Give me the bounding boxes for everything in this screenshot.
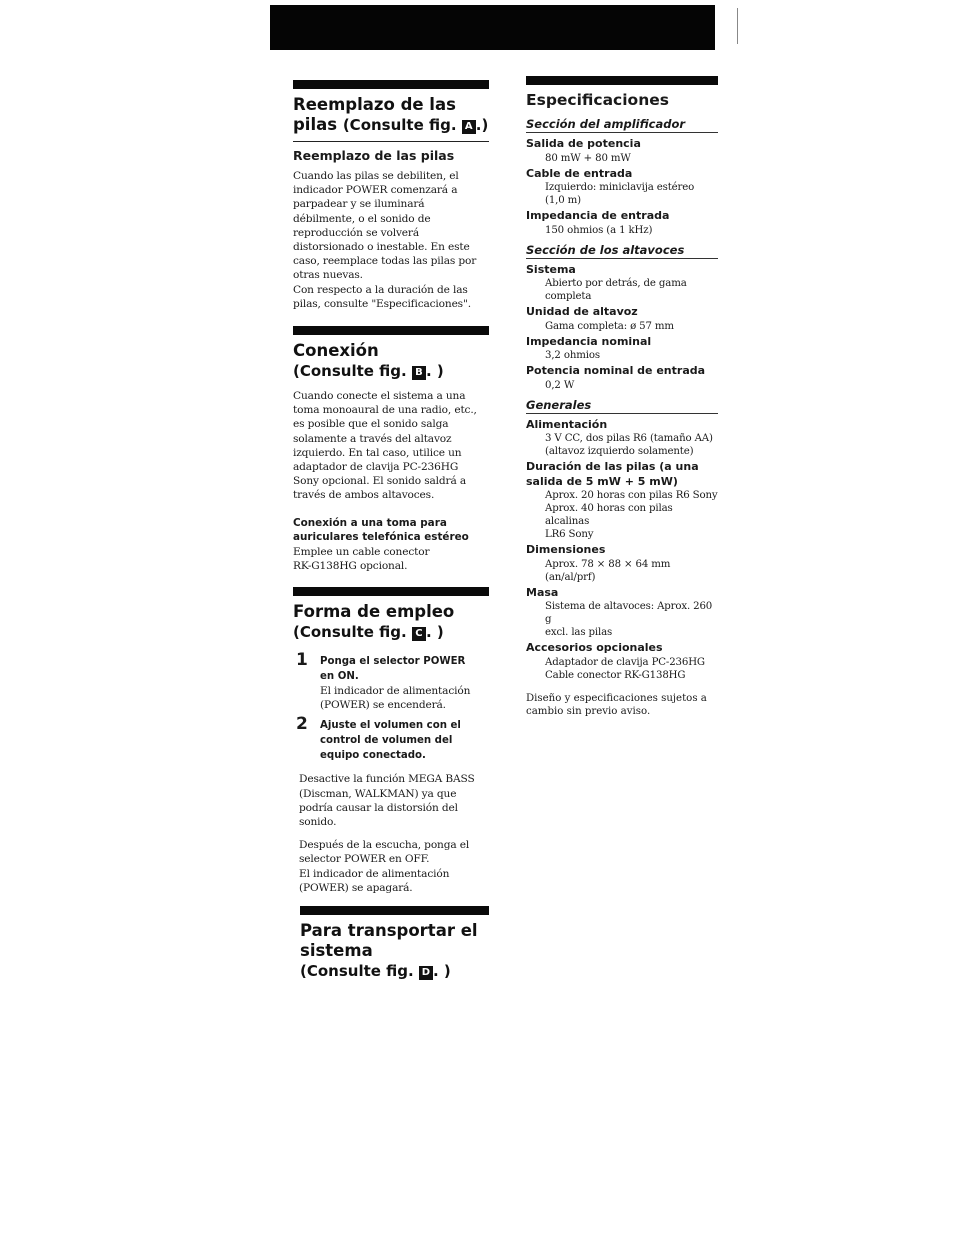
section-bar: [300, 906, 489, 915]
fig-d-icon: D: [419, 966, 433, 980]
disclaimer-note: Diseño y especificaciones sujetos a cambio sin previo aviso.: [526, 692, 707, 717]
specifications-column: Especificaciones Sección del amplificador Salida de potencia 80 mW + 80 mW Cable de entrada Izquierdo: miniclavija estéreo (1,0 m) Impedancia de entrada 150 ohmios (a 1 kHz) Sección de los altavoces Sistema Abierto por detrás, de gama completa Unidad de altavoz Gama completa: ø 57 mm Impedancia nominal 3,2 ohmios Potencia nominal de entrada 0,2 W Generales Alimentación 3 V CC, dos pilas R6 (tamaño AA) (altavoz izquierdo solamente) Duración de las pilas (a una salida de 5 mW + 5 mW) Aprox. 20 horas con pilas R6 Sony Aprox. 40 horas con pilas alcalinas LR6 Sony Dimensiones Aprox. 78 × 88 × 64 mm (an/al/prf) Masa Sistema de altavoces: Aprox. 260 g excl. las pilas Accesorios opcionales Adaptador de clavija PC-236HG Cable conector RK-G138HG Diseño y especificaciones sujetos a cambio sin previo aviso.: [526, 76, 718, 718]
fig-c-icon: C: [412, 627, 426, 641]
fig-a-icon: A: [462, 120, 476, 134]
section-connection: [293, 326, 489, 573]
section-battery-replacement: [293, 80, 489, 311]
step-1: 1 Ponga el selector POWER en ON. El indicador de alimentación (POWER) se encenderá.: [296, 650, 471, 712]
section-title: Conexión (Consulte fig. B . ): [293, 341, 444, 380]
paragraph: Cuando las pilas se debiliten, el indicador POWER comenzará a parpadear y se iluminará débilmente, o el sonido de reproducción se volverá distorsionado o inestable. En este caso, reemplace todas las pilas por otras nuevas. Con respecto a la duración de las pilas, consulte "Especificaciones".: [293, 170, 477, 310]
group-amplifier: Sección del amplificador: [526, 117, 718, 133]
section-title: Forma de empleo (Consulte fig. C . ): [293, 602, 455, 641]
section-transport: [300, 906, 489, 981]
header-black-bar: [270, 5, 715, 50]
group-general: Generales: [526, 398, 718, 414]
section-bar: [293, 326, 489, 335]
paragraph: Emplee un cable conector RK-G138HG opcional.: [293, 545, 430, 572]
section-bar: [293, 80, 489, 89]
paragraph: Después de la escucha, ponga el selector POWER en OFF. El indicador de alimentación (POWER) se apagará.: [299, 839, 470, 894]
divider: [293, 141, 489, 142]
section-usage: [293, 587, 489, 895]
subheading: Conexión a una toma para auriculares telefónica estéreo: [293, 516, 469, 544]
paragraph: Desactive la función MEGA BASS (Discman, WALKMAN) ya que podría causar la distorsión del sonido.: [299, 773, 475, 829]
group-speakers: Sección de los altavoces: [526, 243, 718, 259]
section-title: Reemplazo de las pilas (Consulte fig. A .): [293, 95, 489, 134]
section-bar: [293, 587, 489, 596]
section-title: Para transportar el sistema (Consulte fig. D . ): [300, 921, 478, 980]
fig-b-icon: B: [412, 366, 426, 380]
step-2: 2 Ajuste el volumen con el control de volumen del equipo conectado.: [296, 714, 461, 762]
specifications-title: Especificaciones: [526, 91, 669, 109]
section-bar: [526, 76, 718, 85]
paragraph: Cuando conecte el sistema a una toma monoaural de una radio, etc., es posible que el sonido salga solamente a través del altavoz izquierdo. En tal caso, utilice un adaptador de clavija PC-236HG Sony opcional. El sonido saldrá a través de ambos altavoces.: [293, 390, 477, 502]
edge-mark: [737, 8, 738, 44]
subheading: Reemplazo de las pilas: [293, 148, 455, 163]
